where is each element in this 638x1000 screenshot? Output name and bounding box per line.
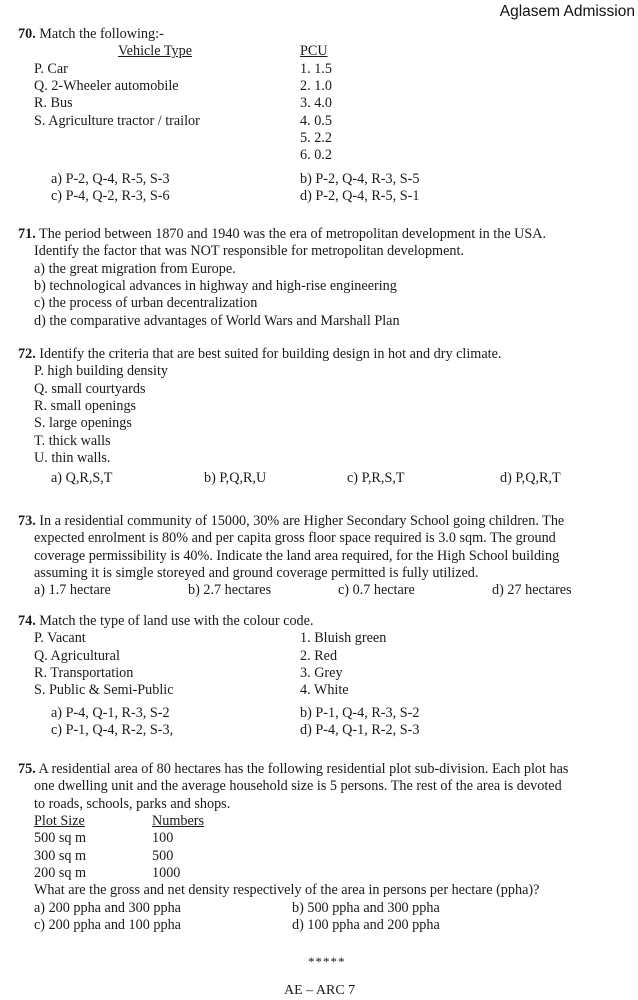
answer-option: d) 100 ppha and 200 ppha	[292, 916, 440, 933]
answer-option: d) P,Q,R,T	[500, 470, 561, 487]
pcu-item: 2. 1.0	[300, 77, 332, 94]
answer-option: d) P-4, Q-1, R-2, S-3	[300, 721, 420, 738]
plot-table-header	[18, 813, 638, 830]
question-number: 75.	[18, 761, 36, 777]
question-stem: Identify the criteria that are best suited for building design in hot and dry climate.	[39, 346, 502, 362]
colour-code-item: 1. Bluish green	[300, 630, 387, 647]
criteria-item: T. thick walls	[34, 432, 111, 449]
question-75	[18, 761, 638, 934]
table-header-numbers: Numbers	[152, 812, 205, 829]
answer-option: d) the comparative advantages of World Wars and Marshall Plan	[34, 312, 400, 329]
answer-option: b) P,Q,R,U	[204, 470, 267, 487]
pcu-header: PCU	[300, 43, 328, 60]
answer-option: c) P-1, Q-4, R-2, S-3,	[51, 721, 174, 738]
answer-option: a) 200 ppha and 300 ppha	[34, 899, 181, 916]
answer-option: c) P-4, Q-2, R-3, S-6	[51, 187, 170, 204]
land-use-item: R. Transportation	[34, 664, 134, 681]
pcu-item: 4. 0.5	[300, 112, 332, 129]
end-marker: *****	[308, 954, 346, 969]
question-number: 73.	[18, 513, 36, 529]
match-item: R. Bus	[34, 95, 73, 112]
answer-option: b) P-1, Q-4, R-3, S-2	[300, 704, 420, 721]
colour-code-item: 4. White	[300, 682, 349, 699]
question-71	[18, 226, 638, 330]
question-stem: one dwelling unit and the average household size is 5 persons. The rest of the area is devoted	[34, 778, 562, 795]
question-stem: In a residential community of 15000, 30% are Higher Secondary School going children. The	[39, 513, 565, 529]
vehicle-type-header: Vehicle Type	[118, 43, 192, 60]
table-cell: 500 sq m	[34, 830, 87, 847]
question-number: 72.	[18, 346, 36, 362]
question-70	[18, 26, 638, 205]
answer-option: b) technological advances in highway and high-rise engineering	[34, 277, 397, 294]
watermark: Aglasem Admission	[499, 3, 635, 20]
land-use-item: S. Public & Semi-Public	[34, 682, 174, 699]
criteria-item: R. small openings	[34, 397, 137, 414]
colour-code-item: 2. Red	[300, 647, 338, 664]
criteria-item: Q. small courtyards	[34, 380, 146, 397]
answer-option: c) 0.7 hectare	[338, 582, 415, 599]
question-stem: Match the type of land use with the colour code.	[39, 613, 314, 629]
answer-option: d) P-2, Q-4, R-5, S-1	[300, 187, 420, 204]
page-footer-code: AE – ARC 7	[284, 983, 356, 998]
table-header-plot-size: Plot Size	[34, 812, 85, 829]
question-stem: coverage permissibility is 40%. Indicate the land area required, for the High School building	[34, 547, 560, 564]
answer-option: c) 200 ppha and 100 ppha	[34, 916, 181, 933]
question-stem: What are the gross and net density respectively of the area in persons per hectare (ppha)?	[34, 882, 540, 899]
question-74	[18, 613, 638, 739]
criteria-item: P. high building density	[34, 363, 169, 380]
table-row	[18, 830, 638, 847]
question-stem: expected enrolment is 80% and per capita gross floor space required is 3.0 sqm. The ground	[34, 530, 556, 547]
table-row	[18, 865, 638, 882]
answer-option: a) P-2, Q-4, R-5, S-3	[51, 170, 170, 187]
criteria-item: U. thin walls.	[34, 449, 111, 466]
question-stem: Match the following:-	[39, 26, 164, 42]
question-number: 71.	[18, 226, 36, 242]
pcu-item: 1. 1.5	[300, 60, 332, 77]
table-cell: 100	[152, 830, 174, 847]
question-stem: Identify the factor that was NOT responsible for metropolitan development.	[34, 243, 464, 260]
land-use-item: P. Vacant	[34, 630, 86, 647]
pcu-item: 6. 0.2	[300, 147, 332, 164]
match-item: S. Agriculture tractor / trailor	[34, 112, 200, 129]
question-73	[18, 513, 638, 600]
pcu-item: 3. 4.0	[300, 95, 332, 112]
answer-option: d) 27 hectares	[492, 582, 572, 599]
table-cell: 1000	[152, 864, 181, 881]
table-row	[18, 848, 638, 865]
question-stem: assuming it is simgle storeyed and ground coverage permitted is fully utilized.	[34, 564, 479, 581]
colour-code-item: 3. Grey	[300, 664, 343, 681]
table-cell: 200 sq m	[34, 864, 87, 881]
land-use-item: Q. Agricultural	[34, 647, 120, 664]
answer-option: a) P-4, Q-1, R-3, S-2	[51, 704, 170, 721]
question-stem: to roads, schools, parks and shops.	[34, 795, 231, 812]
question-stem: A residential area of 80 hectares has the following residential plot sub-division. Each plot has	[38, 761, 569, 777]
match-item: P. Car	[34, 60, 68, 77]
question-stem: The period between 1870 and 1940 was the era of metropolitan development in the USA.	[39, 226, 547, 242]
answer-option: a) the great migration from Europe.	[34, 260, 236, 277]
table-cell: 300 sq m	[34, 847, 87, 864]
table-cell: 500	[152, 847, 174, 864]
question-number: 70.	[18, 26, 36, 42]
question-72	[18, 346, 638, 488]
answer-option: b) 2.7 hectares	[188, 582, 272, 599]
answer-option: a) 1.7 hectare	[34, 582, 111, 599]
criteria-item: S. large openings	[34, 415, 132, 432]
pcu-item: 5. 2.2	[300, 129, 332, 146]
answer-option: c) the process of urban decentralization	[34, 295, 258, 312]
answer-option: c) P,R,S,T	[347, 470, 405, 487]
answer-option: b) P-2, Q-4, R-3, S-5	[300, 170, 420, 187]
question-number: 74.	[18, 613, 36, 629]
match-item: Q. 2-Wheeler automobile	[34, 77, 179, 94]
answer-option: b) 500 ppha and 300 ppha	[292, 899, 440, 916]
answer-option: a) Q,R,S,T	[51, 470, 113, 487]
